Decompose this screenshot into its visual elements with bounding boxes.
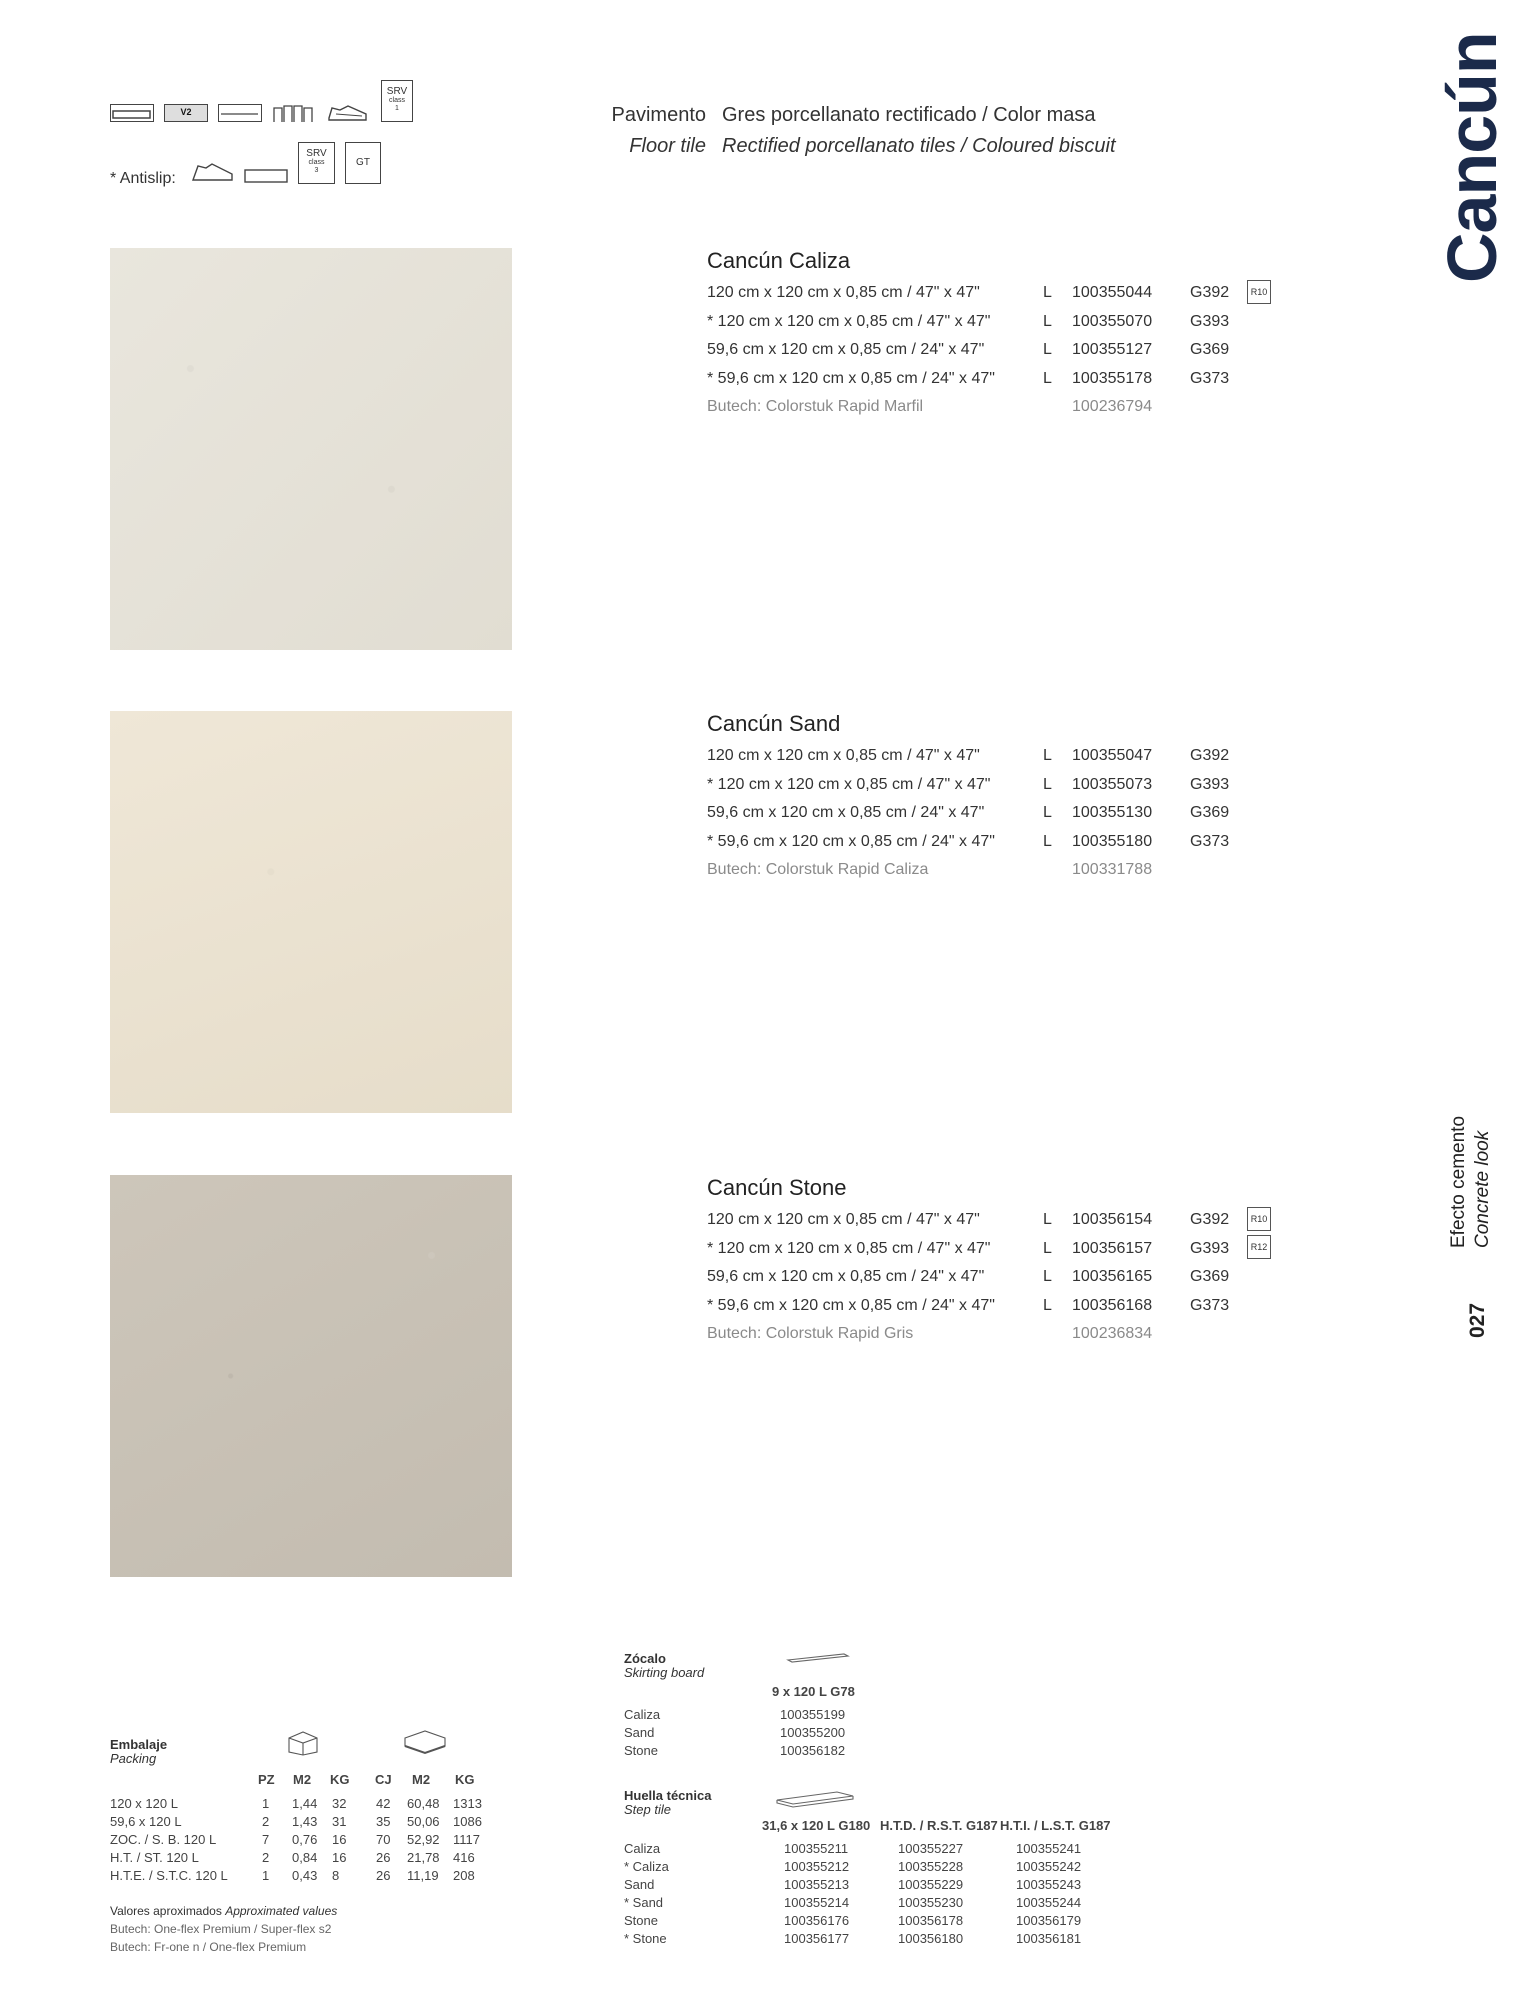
product-sand: [707, 711, 1307, 890]
row-label: H.T.E. / S.T.C. 120 L: [110, 1868, 228, 1883]
step-title-es: Huella técnica: [624, 1788, 712, 1803]
size: * 120 cm x 120 cm x 0,85 cm / 47" x 47": [707, 775, 991, 793]
code: 100355228: [898, 1859, 964, 1874]
edge: L: [1043, 1211, 1052, 1228]
code: 100355244: [1016, 1895, 1082, 1910]
packing-title-es: Embalaje: [110, 1737, 168, 1752]
approx-note-en: Approximated values: [225, 1904, 338, 1918]
group: G373: [1190, 369, 1230, 387]
shoe-antislip-icon: [190, 158, 236, 184]
cell: 50,06: [407, 1814, 440, 1829]
cell: 416: [453, 1850, 475, 1865]
code: 100355130: [1072, 804, 1153, 821]
size: 120 cm x 120 cm x 0,85 cm / 47" x 47": [707, 284, 980, 301]
cell: 16: [332, 1832, 347, 1847]
code: 100355073: [1072, 775, 1153, 793]
group: G373: [1190, 832, 1230, 850]
cell: 21,78: [407, 1850, 440, 1865]
code: 100355243: [1016, 1877, 1082, 1892]
group: G393: [1190, 312, 1230, 330]
code: 100356181: [1016, 1931, 1082, 1946]
edge: L: [1043, 369, 1052, 387]
product-row: [707, 313, 1307, 342]
col-cj: CJ: [375, 1772, 392, 1787]
group: G392: [1190, 284, 1230, 301]
cell: 1: [262, 1868, 270, 1883]
slip-rating-badge: R12: [1247, 1235, 1271, 1259]
row-label: Sand: [624, 1877, 655, 1892]
butech-row: [707, 861, 1307, 890]
butech-product: Butech: Colorstuk Rapid Gris: [707, 1325, 914, 1342]
pallet-icon: [400, 1726, 450, 1756]
antislip-label: * Antislip:: [110, 170, 176, 187]
cell: 35: [376, 1814, 391, 1829]
cell: 1117: [453, 1832, 480, 1847]
cell: 26: [376, 1850, 391, 1865]
code: 100356180: [898, 1931, 964, 1946]
edge: L: [1043, 1239, 1052, 1257]
table-row: [110, 1832, 490, 1850]
code: 100355242: [1016, 1859, 1082, 1874]
code: 100355180: [1072, 832, 1153, 850]
step-title-en: Step tile: [624, 1802, 671, 1817]
butech-code: 100331788: [1072, 861, 1153, 878]
product-stone: [707, 1175, 1307, 1354]
size: * 120 cm x 120 cm x 0,85 cm / 47" x 47": [707, 312, 991, 330]
cell: 8: [332, 1868, 340, 1883]
floor-tile-desc-es: Gres porcellanato rectificado / Color masa: [722, 104, 1096, 126]
step-col-header: H.T.I. / L.S.T. G187: [1000, 1818, 1111, 1833]
step-tile-icon: [775, 1788, 857, 1808]
butech-row: [707, 1325, 1307, 1354]
size: 59,6 cm x 120 cm x 0,85 cm / 24" x 47": [707, 341, 985, 358]
product-row: [707, 341, 1307, 370]
edge: L: [1043, 804, 1052, 821]
cell: 0,43: [292, 1868, 318, 1883]
floor-thickness-icon: [110, 104, 154, 122]
cell: 0,84: [292, 1850, 318, 1865]
code: 100356154: [1072, 1211, 1153, 1228]
code: 100355127: [1072, 341, 1153, 358]
col-pz: PZ: [258, 1772, 275, 1787]
edge: L: [1043, 312, 1052, 330]
edge: L: [1043, 1268, 1052, 1285]
product-title: Cancún Sand: [707, 711, 841, 736]
skirting-title-es: Zócalo: [624, 1651, 666, 1666]
row-label: 59,6 x 120 L: [110, 1814, 182, 1829]
table-row: [110, 1850, 490, 1868]
group: G392: [1190, 747, 1230, 764]
product-title: Cancún Caliza: [707, 248, 851, 273]
cell: 1: [262, 1796, 270, 1811]
cell: 1,43: [292, 1814, 318, 1829]
group: G393: [1190, 775, 1230, 793]
butech-product: Butech: Colorstuk Rapid Caliza: [707, 861, 929, 878]
slip-rating-badge: R10: [1247, 1207, 1271, 1231]
edge: L: [1043, 341, 1052, 358]
group: G393: [1190, 1239, 1230, 1257]
group: G369: [1190, 804, 1230, 821]
size: * 59,6 cm x 120 cm x 0,85 cm / 24" x 47": [707, 832, 995, 850]
size: 120 cm x 120 cm x 0,85 cm / 47" x 47": [707, 747, 980, 764]
cell: 2: [262, 1814, 270, 1829]
code: 100355044: [1072, 284, 1153, 301]
code: 100356179: [1016, 1913, 1082, 1928]
skirting-title-en: Skirting board: [624, 1665, 705, 1680]
packing-title-en: Packing: [110, 1751, 157, 1766]
product-row: [707, 747, 1307, 776]
skirting-board-icon: [786, 1650, 850, 1668]
code: 100356165: [1072, 1268, 1153, 1285]
floor-antislip-icon: [244, 166, 288, 184]
cell: 2: [262, 1850, 270, 1865]
cell: 1,44: [292, 1796, 318, 1811]
code: 100355199: [780, 1707, 846, 1722]
row-label: 120 x 120 L: [110, 1796, 178, 1811]
approx-note-es: Valores aproximados: [110, 1904, 222, 1918]
butech-adhesive-2: Butech: Fr-one n / One-flex Premium: [110, 1940, 307, 1954]
tile-image-stone: [110, 1175, 512, 1577]
cell: 1086: [453, 1814, 482, 1829]
row-label: Caliza: [624, 1707, 661, 1722]
table-row: [110, 1796, 490, 1814]
row-label: H.T. / ST. 120 L: [110, 1850, 199, 1865]
cell: 11,19: [407, 1868, 439, 1883]
edge: L: [1043, 832, 1052, 850]
tile-image-caliza: [110, 248, 512, 650]
product-row: [707, 1297, 1307, 1326]
box-icon: [287, 1730, 319, 1756]
step-col-header: H.T.D. / R.S.T. G187: [880, 1818, 998, 1833]
row-label: Stone: [624, 1913, 658, 1928]
product-row: [707, 1268, 1307, 1297]
approx-note: [110, 1904, 337, 1918]
cell: 31: [332, 1814, 347, 1829]
butech-code: 100236834: [1072, 1325, 1153, 1342]
product-row: [707, 1240, 1307, 1269]
row-label: Caliza: [624, 1841, 661, 1856]
code: 100355241: [1016, 1841, 1082, 1856]
code: 100356168: [1072, 1296, 1153, 1314]
slip-rating-badge: R10: [1247, 280, 1271, 304]
section-label-en: Concrete look: [1472, 1130, 1493, 1248]
cell: 26: [376, 1868, 391, 1883]
code: 100355200: [780, 1725, 846, 1740]
row-label: * Sand: [624, 1895, 664, 1910]
col-m2: M2: [293, 1772, 312, 1787]
cell: 32: [332, 1796, 347, 1811]
code: 100355047: [1072, 747, 1153, 764]
edge: L: [1043, 284, 1052, 301]
skirting-header: 9 x 120 L G78: [772, 1684, 855, 1699]
code: 100356178: [898, 1913, 964, 1928]
table-row: [110, 1868, 490, 1886]
code: 100355227: [898, 1841, 964, 1856]
product-caliza: [707, 248, 1307, 427]
code: 100355070: [1072, 312, 1153, 330]
group: G373: [1190, 1296, 1230, 1314]
size: 59,6 cm x 120 cm x 0,85 cm / 24" x 47": [707, 804, 985, 821]
butech-row: [707, 398, 1307, 427]
size: * 59,6 cm x 120 cm x 0,85 cm / 24" x 47": [707, 369, 995, 387]
size: * 59,6 cm x 120 cm x 0,85 cm / 24" x 47": [707, 1296, 995, 1314]
group: G369: [1190, 1268, 1230, 1285]
cell: 42: [376, 1796, 391, 1811]
gt-badge: GT: [345, 142, 381, 184]
cell: 0,76: [292, 1832, 318, 1847]
cell: 70: [376, 1832, 391, 1847]
page-number: 027: [1466, 1302, 1489, 1338]
code: 100355211: [784, 1841, 849, 1856]
size: * 120 cm x 120 cm x 0,85 cm / 47" x 47": [707, 1239, 991, 1257]
row-label: Sand: [624, 1725, 655, 1740]
butech-product: Butech: Colorstuk Rapid Marfil: [707, 398, 924, 415]
row-label: * Caliza: [624, 1859, 669, 1874]
group: G392: [1190, 1211, 1230, 1228]
code: 100356157: [1072, 1239, 1153, 1257]
butech-adhesive-1: Butech: One-flex Premium / Super-flex s2: [110, 1922, 332, 1936]
code: 100356177: [784, 1931, 850, 1946]
cell: 7: [262, 1832, 270, 1847]
cell: 1313: [453, 1796, 482, 1811]
tile-image-sand: [110, 711, 512, 1113]
grout-joint-icon: [272, 102, 316, 124]
srv-class-badge-top: SRV class 1: [381, 80, 413, 122]
cell: 60,48: [407, 1796, 440, 1811]
table-row: [110, 1814, 490, 1832]
brand-title: Cancún: [1433, 32, 1511, 283]
v2-shade-variation-icon: V2: [164, 104, 208, 122]
product-row: [707, 1211, 1307, 1240]
product-row: [707, 776, 1307, 805]
row-label: Stone: [624, 1743, 658, 1758]
code: 100356182: [780, 1743, 846, 1758]
size: 59,6 cm x 120 cm x 0,85 cm / 24" x 47": [707, 1268, 985, 1285]
size: 120 cm x 120 cm x 0,85 cm / 47" x 47": [707, 1211, 980, 1228]
row-label: * Stone: [624, 1931, 667, 1946]
edge: L: [1043, 747, 1052, 764]
code: 100355230: [898, 1895, 964, 1910]
col-m2-pallet: M2: [412, 1772, 431, 1787]
product-row: [707, 833, 1307, 862]
product-row: [707, 370, 1307, 399]
section-label-es: Efecto cemento: [1448, 1115, 1469, 1248]
edge: L: [1043, 775, 1052, 793]
row-label: ZOC. / S. B. 120 L: [110, 1832, 217, 1847]
col-kg-pallet: KG: [455, 1772, 475, 1787]
col-kg: KG: [330, 1772, 350, 1787]
code: 100355229: [898, 1877, 964, 1892]
srv-class-badge-bottom: SRV class 3: [298, 142, 335, 184]
code: 100356176: [784, 1913, 850, 1928]
cell: 16: [332, 1850, 347, 1865]
packing-header-row: [110, 1772, 490, 1790]
floor-tile-desc-en: Rectified porcellanato tiles / Coloured biscuit: [722, 135, 1116, 157]
product-title: Cancún Stone: [707, 1175, 847, 1200]
cell: 52,92: [407, 1832, 440, 1847]
rectified-edge-icon: [218, 104, 262, 122]
butech-code: 100236794: [1072, 398, 1153, 415]
shoe-traffic-icon: [326, 98, 370, 124]
edge: L: [1043, 1296, 1052, 1314]
product-row: [707, 284, 1307, 313]
floor-tile-label-es: Pavimento: [611, 104, 706, 126]
code: 100355214: [784, 1895, 850, 1910]
group: G369: [1190, 341, 1230, 358]
product-row: [707, 804, 1307, 833]
floor-tile-label-en: Floor tile: [629, 135, 706, 157]
code: 100355212: [784, 1859, 850, 1874]
code: 100355213: [784, 1877, 850, 1892]
step-col-header: 31,6 x 120 L G180: [762, 1818, 871, 1833]
cell: 208: [453, 1868, 475, 1883]
code: 100355178: [1072, 369, 1153, 387]
